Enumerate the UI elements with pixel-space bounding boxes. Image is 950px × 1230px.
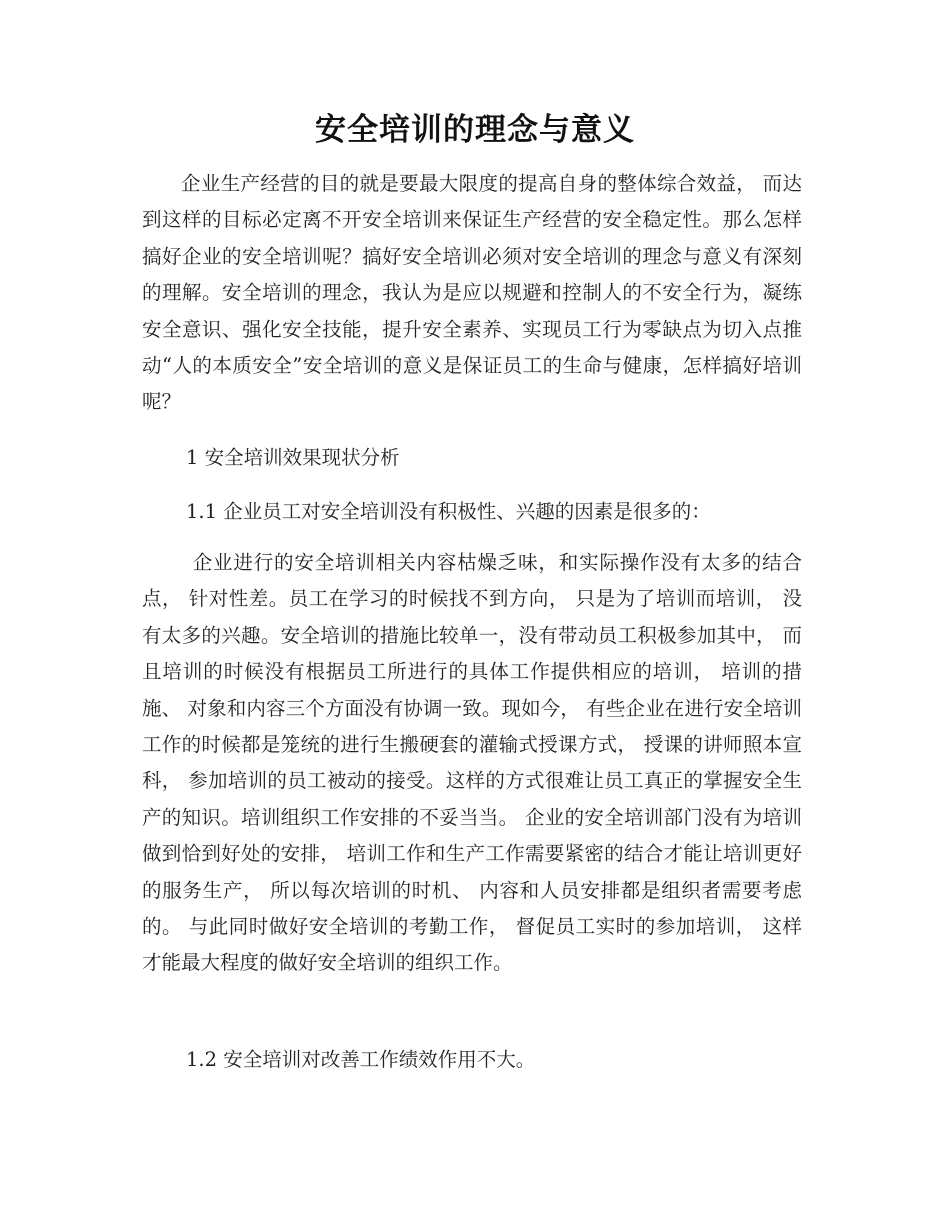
subsection-heading-1-1: 1.1 企业员工对安全培训没有积极性、兴趣的因素是很多的：	[186, 500, 711, 523]
document-title: 安全培训的理念与意义	[315, 112, 635, 148]
subsection-heading-1-2: 1.2 安全培训对改善工作绩效作用不大。	[186, 1048, 536, 1071]
section-heading-1: 1 安全培训效果现状分析	[186, 446, 400, 469]
paragraph-intro: 企业生产经营的目的就是要最大限度的提高自身的整体综合效益， 而达到这样的目标必定离不开安全培训来保证生产经营的安全稳定性。那么怎样搞好企业的安全培训呢？搞好安全培训必须对安全培训的理念与意义有深刻的理解。安全培训的理念，我认为是应以规避和控制人的不安全行为，凝练安全意识、强化安全技能，提升安全素养、实现员工行为零缺点为切入点推动“人的本质安全”安全培训的意义是保证员工的生命与健康，怎样搞好培训呢？	[142, 172, 802, 414]
paragraph-analysis: 企业进行的安全培训相关内容枯燥乏味，和实际操作没有太多的结合点， 针对性差。员工在学习的时候找不到方向， 只是为了培训而培训， 没有太多的兴趣。安全培训的措施比较单一，没有带动员工积极参加其中， 而且培训的时候没有根据员工所进行的具体工作提供相应的培训， 培训的措施、 对象和内容三个方面没有协调一致。现如今， 有些企业在进行安全培训工作的时候都是笼统的进行生搬硬套的灌输式授课方式， 授课的讲师照本宣科， 参加培训的员工被动的接受。这样的方式很难让员工真正的掌握安全生产的知识。培训组织工作安排的不妥当当。 企业的安全培训部门没有为培训做到恰到好处的安排， 培训工作和生产工作需要紧密的结合才能让培训更好的服务生产， 所以每次培训的时机、 内容和人员安排都是组织者需要考虑的。 与此同时做好安全培训的考勤工作， 督促员工实时的参加培训， 这样才能最大程度的做好安全培训的组织工作。	[142, 551, 802, 975]
